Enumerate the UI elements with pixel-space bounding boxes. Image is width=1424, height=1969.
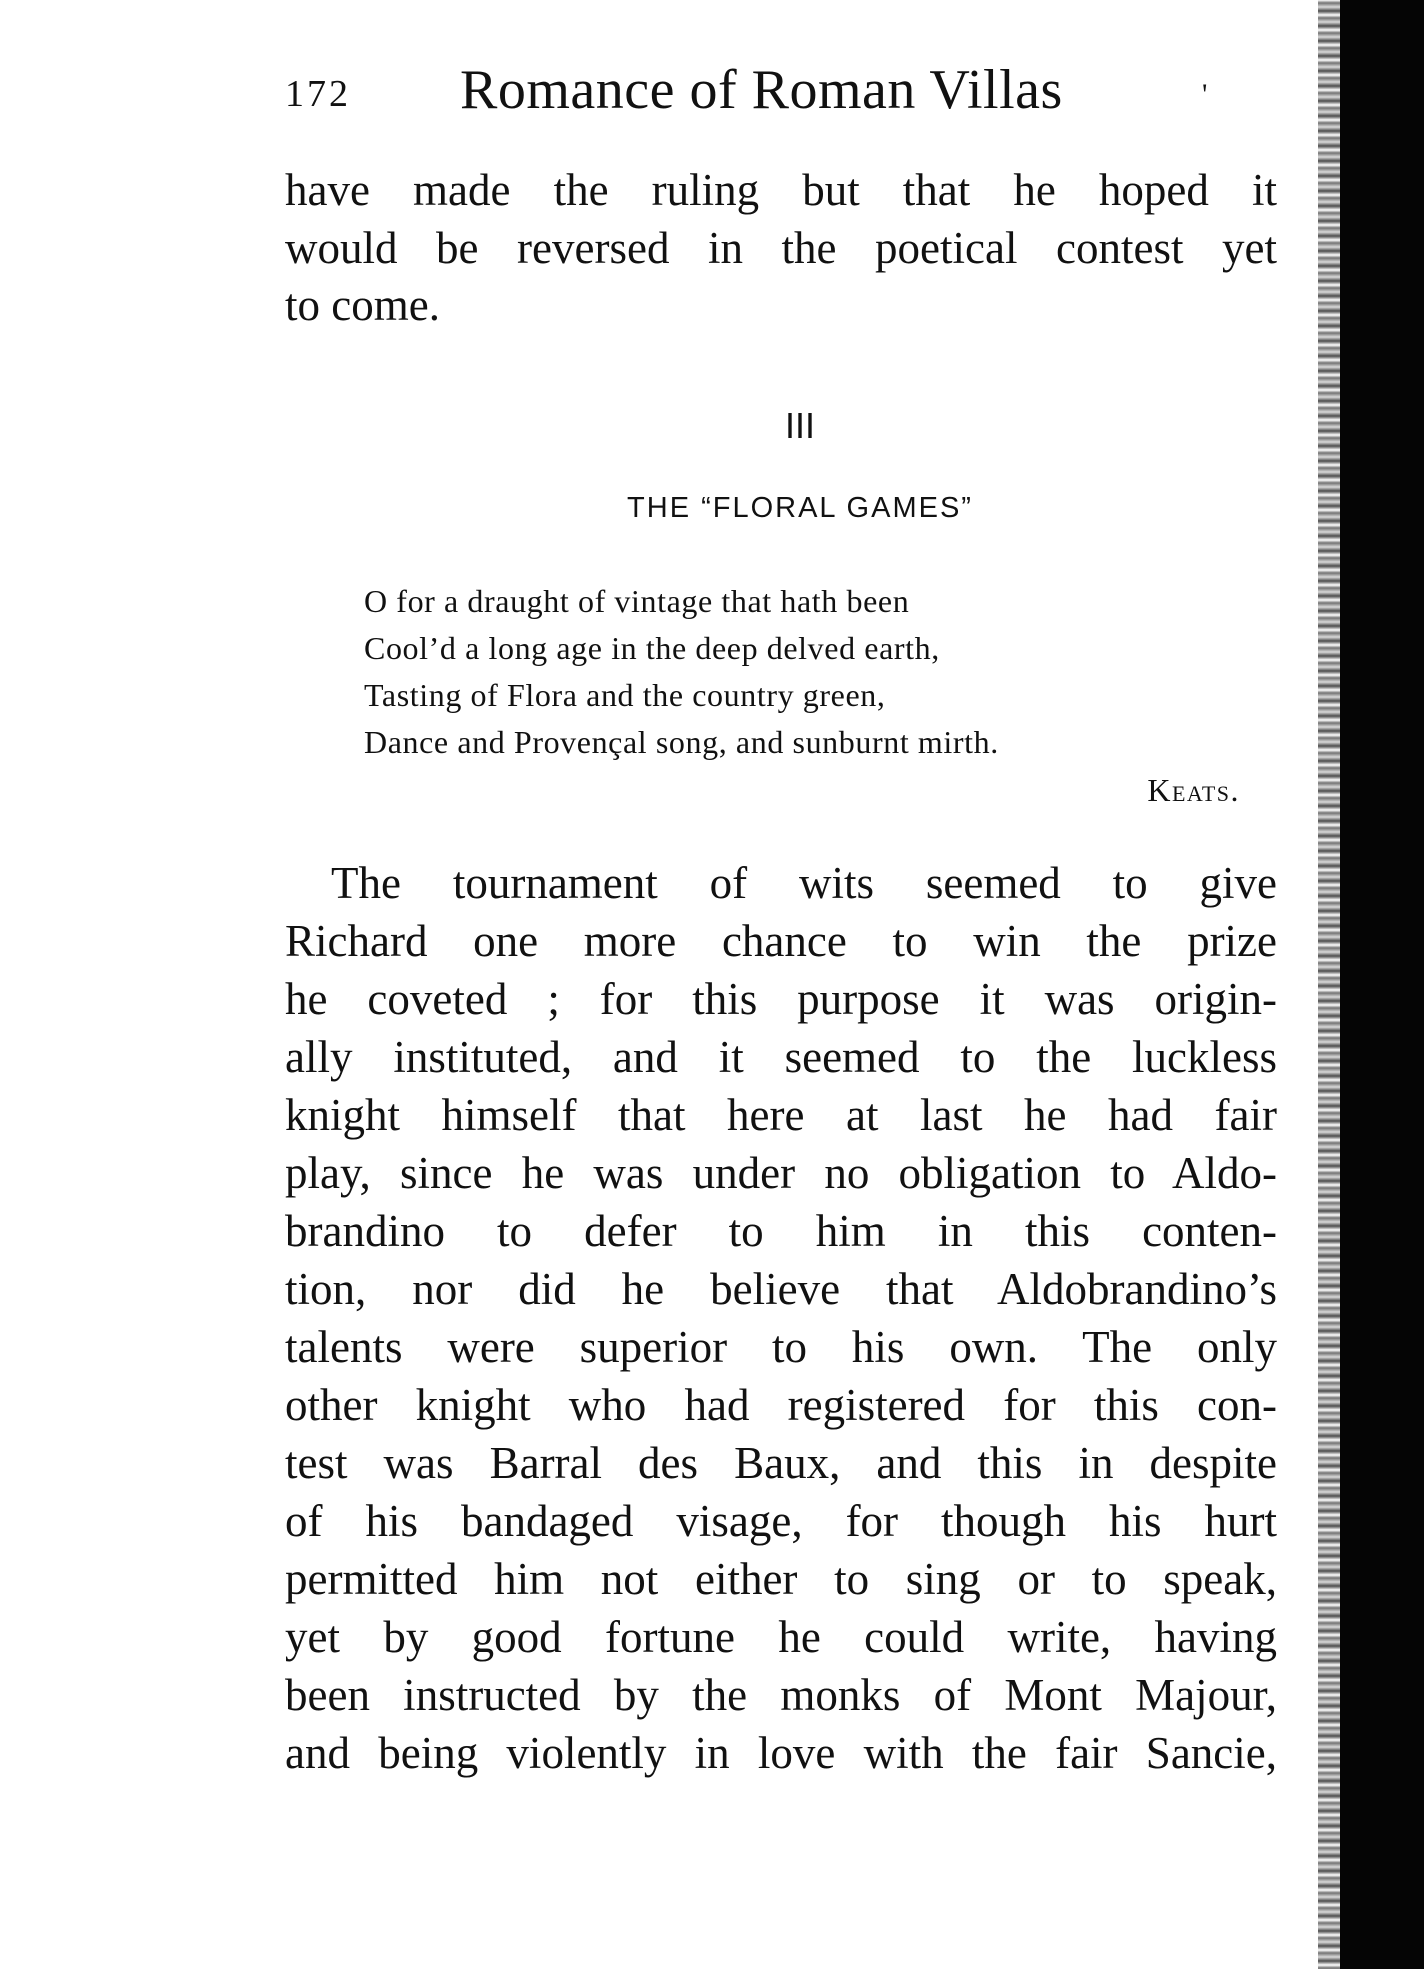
epigraph-line: Tasting of Flora and the country green,	[364, 677, 886, 713]
body-paragraph	[285, 854, 1277, 1782]
continued-paragraph	[285, 162, 1277, 335]
text-line: brandino to defer to him in this conten-	[285, 1206, 1277, 1256]
section-title: THE “FLORAL GAMES”	[627, 492, 973, 524]
epigraph-line: Dance and Provençal song, and sunburnt mirth.	[364, 724, 999, 760]
text-line: would be reversed in the poetical contest yet	[285, 222, 1277, 273]
page-number: 172	[285, 73, 351, 115]
text-line: ally instituted, and it seemed to the luckless	[285, 1032, 1277, 1082]
text-line: knight himself that here at last he had fair	[285, 1090, 1277, 1140]
text-line: and being violently in love with the fair Sancie,	[285, 1728, 1277, 1778]
book-title: Romance of Roman Villas	[460, 59, 1063, 121]
section-number: III	[784, 405, 815, 446]
text-line: to come.	[285, 280, 440, 330]
text-line: of his bandaged visage, for though his hurt	[285, 1496, 1277, 1546]
scan-dark-edge	[1340, 0, 1424, 1969]
text-line: talents were superior to his own. The only	[285, 1322, 1277, 1372]
epigraph-line: Cool’d a long age in the deep delved earth,	[364, 630, 940, 666]
text-line: other knight who had registered for this con-	[285, 1380, 1277, 1430]
text-line: Richard one more chance to win the prize	[285, 916, 1277, 966]
text-line: The tournament of wits seemed to give	[331, 858, 1277, 908]
epigraph-line: O for a draught of vintage that hath been	[364, 583, 910, 619]
text-line: have made the ruling but that he hoped it	[285, 165, 1277, 215]
epigraph-attribution: Keats.	[1147, 772, 1240, 808]
text-line: play, since he was under no obligation to Aldo-	[285, 1148, 1277, 1198]
running-head	[285, 58, 1245, 128]
text-line: tion, nor did he believe that Aldobrandino’s	[285, 1264, 1277, 1314]
text-line: test was Barral des Baux, and this in despite	[285, 1438, 1277, 1488]
text-line: been instructed by the monks of Mont Majour,	[285, 1670, 1277, 1720]
stray-mark: '	[1202, 78, 1208, 111]
text-line: yet by good fortune he could write, having	[285, 1612, 1277, 1662]
epigraph	[364, 578, 1244, 766]
text-line: he coveted ; for this purpose it was origin-	[285, 974, 1277, 1024]
text-line: permitted him not either to sing or to speak,	[285, 1554, 1277, 1604]
